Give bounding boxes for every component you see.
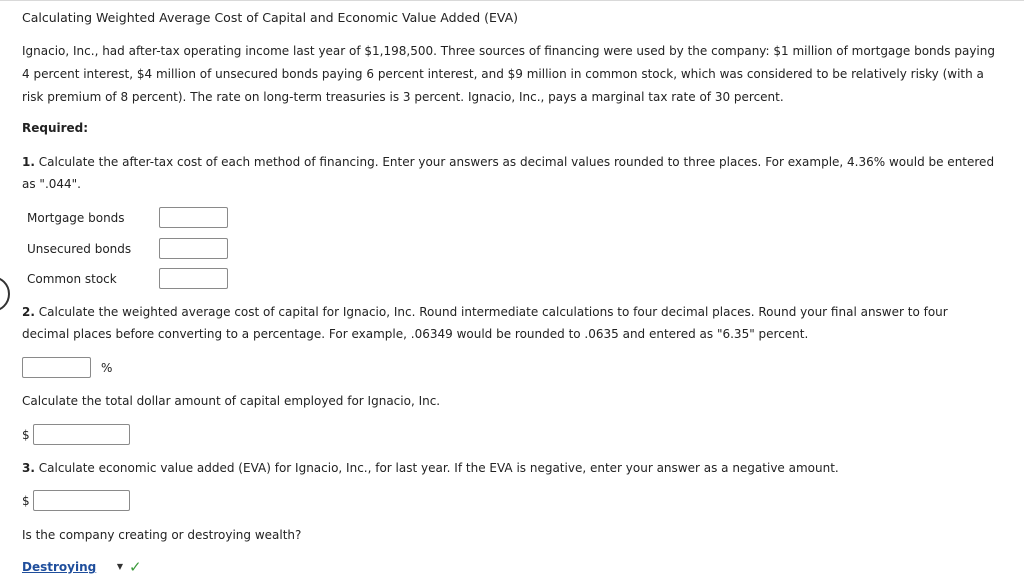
unsecured-bonds-label: Unsecured bonds [27,242,132,256]
percent-sign: % [101,361,113,375]
question-2-text: Calculate the weighted average cost of capital for Ignacio, Inc. Round intermediate calculations to four decimal places. Round your final answer to four decimal places before converting to a percentage. For example, .06349 would be rounded to .0635 and entered as "6.35" percent. [22,305,948,341]
eva-input[interactable] [33,490,130,511]
question-1 [22,151,997,195]
wealth-question: Is the company creating or destroying wealth? [22,528,302,542]
question-2 [22,301,997,345]
page-title: Calculating Weighted Average Cost of Capital and Economic Value Added (EVA) [22,10,519,25]
wacc-input[interactable] [22,357,91,378]
question-1-number: 1. [22,155,35,169]
wealth-dropdown-value: Destroying [22,560,97,574]
checkmark-icon: ✓ [129,558,142,576]
problem-statement: Ignacio, Inc., had after-tax operating income last year of $1,198,500. Three sources of financing were used by the company: $1 million of mortgage bonds paying 4 percent interest, $4 million of unsecured bonds paying 6 percent interest, and $9 million in common stock, which was considered to be relatively risky (with a risk premium of 8 percent). The rate on long-term treasuries is 3 percent. Ignacio, Inc., pays a marginal tax rate of 30 percent. [22,44,995,104]
question-3-text: Calculate economic value added (EVA) for Ignacio, Inc., for last year. If the EVA is negative, enter your answer as a negative amount. [38,461,839,475]
unsecured-bonds-input[interactable] [159,238,228,259]
common-stock-label: Common stock [27,272,117,286]
question-3-number: 3. [22,461,35,475]
total-capital-prompt: Calculate the total dollar amount of capital employed for Ignacio, Inc. [22,394,441,408]
side-circle-marker [0,276,10,312]
mortgage-bonds-input[interactable] [159,207,228,228]
total-capital-input[interactable] [33,424,130,445]
top-divider [0,0,1024,1]
eva-currency: $ [22,494,30,508]
mortgage-bonds-label: Mortgage bonds [27,211,125,225]
total-capital-currency: $ [22,428,30,442]
required-heading: Required: [22,121,89,135]
chevron-down-icon: ▼ [116,562,123,571]
question-2-number: 2. [22,305,35,319]
common-stock-input[interactable] [159,268,228,289]
question-1-text: Calculate the after-tax cost of each method of financing. Enter your answers as decimal values rounded to three places. For example, 4.36% would be entered as ".044". [22,155,995,191]
question-3 [22,457,997,479]
wealth-dropdown[interactable] [22,560,123,577]
